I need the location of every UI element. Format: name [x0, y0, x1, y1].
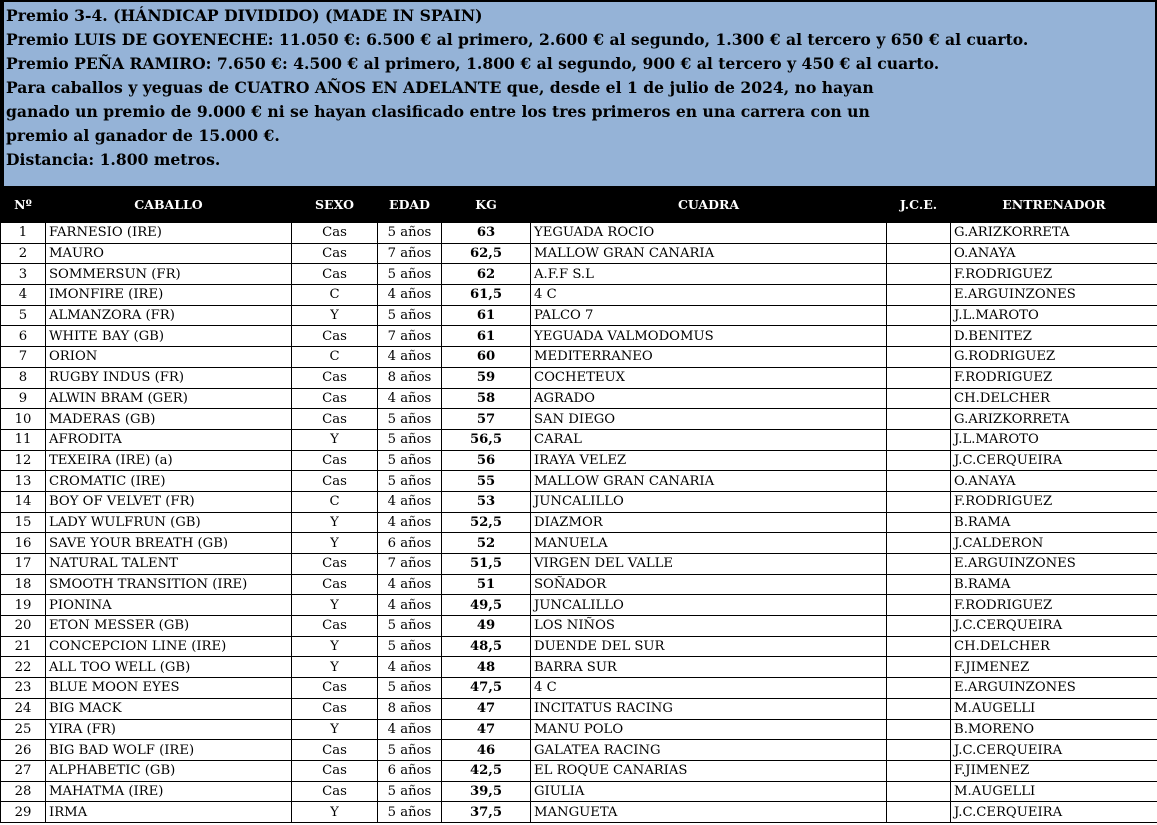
- cell-sex: Cas: [292, 698, 378, 719]
- cell-horse: BOY OF VELVET (FR): [46, 491, 292, 512]
- cell-horse: BIG BAD WOLF (IRE): [46, 740, 292, 761]
- cell-owner: MANUELA: [531, 533, 887, 554]
- cell-sex: Cas: [292, 388, 378, 409]
- cell-kg: 42,5: [442, 760, 531, 781]
- cell-jce: [887, 491, 951, 512]
- cell-age: 4 años: [378, 574, 442, 595]
- cell-trainer: B.RAMA: [951, 574, 1157, 595]
- cell-trainer: F.RODRIGUEZ: [951, 595, 1157, 616]
- cell-jce: [887, 760, 951, 781]
- cell-trainer: F.RODRIGUEZ: [951, 264, 1157, 285]
- cell-trainer: F.JIMENEZ: [951, 657, 1157, 678]
- table-row: [1, 491, 1157, 512]
- cell-jce: [887, 471, 951, 492]
- cell-kg: 37,5: [442, 802, 531, 823]
- cell-horse: PIONINA: [46, 595, 292, 616]
- cell-num: 3: [1, 264, 46, 285]
- entries-table: [0, 186, 1157, 823]
- cell-kg: 48,5: [442, 636, 531, 657]
- table-row: [1, 616, 1157, 637]
- cell-num: 20: [1, 616, 46, 637]
- cell-kg: 52: [442, 533, 531, 554]
- cell-num: 16: [1, 533, 46, 554]
- cell-trainer: F.RODRIGUEZ: [951, 491, 1157, 512]
- cell-num: 25: [1, 719, 46, 740]
- cell-sex: Cas: [292, 243, 378, 264]
- cell-kg: 51: [442, 574, 531, 595]
- cell-owner: GALATEA RACING: [531, 740, 887, 761]
- cell-horse: WHITE BAY (GB): [46, 326, 292, 347]
- cell-horse: LADY WULFRUN (GB): [46, 512, 292, 533]
- cell-sex: C: [292, 491, 378, 512]
- cell-kg: 62,5: [442, 243, 531, 264]
- cell-horse: SOMMERSUN (FR): [46, 264, 292, 285]
- table-row: [1, 678, 1157, 699]
- col-header-kg: KG: [442, 187, 531, 223]
- cell-age: 7 años: [378, 554, 442, 575]
- cell-kg: 61: [442, 326, 531, 347]
- cell-horse: ETON MESSER (GB): [46, 616, 292, 637]
- cell-sex: Cas: [292, 781, 378, 802]
- table-row: [1, 636, 1157, 657]
- cell-owner: YEGUADA ROCIO: [531, 223, 887, 244]
- cell-kg: 56,5: [442, 429, 531, 450]
- cell-jce: [887, 512, 951, 533]
- col-header-age: EDAD: [378, 187, 442, 223]
- cell-owner: BARRA SUR: [531, 657, 887, 678]
- cell-owner: AGRADO: [531, 388, 887, 409]
- cell-kg: 59: [442, 367, 531, 388]
- cell-age: 4 años: [378, 657, 442, 678]
- cell-jce: [887, 264, 951, 285]
- cell-horse: SAVE YOUR BREATH (GB): [46, 533, 292, 554]
- cell-owner: CARAL: [531, 429, 887, 450]
- cell-trainer: J.C.CERQUEIRA: [951, 450, 1157, 471]
- cell-sex: Y: [292, 657, 378, 678]
- cell-num: 27: [1, 760, 46, 781]
- cell-jce: [887, 595, 951, 616]
- cell-trainer: J.C.CERQUEIRA: [951, 740, 1157, 761]
- cell-owner: DIAZMOR: [531, 512, 887, 533]
- col-header-jce: J.C.E.: [887, 187, 951, 223]
- table-row: [1, 512, 1157, 533]
- cell-age: 5 años: [378, 636, 442, 657]
- cell-sex: Y: [292, 636, 378, 657]
- cell-jce: [887, 781, 951, 802]
- cell-trainer: D.BENITEZ: [951, 326, 1157, 347]
- cell-jce: [887, 429, 951, 450]
- cell-jce: [887, 450, 951, 471]
- cell-num: 14: [1, 491, 46, 512]
- table-row: [1, 243, 1157, 264]
- cell-age: 4 años: [378, 512, 442, 533]
- cell-kg: 63: [442, 223, 531, 244]
- table-row: [1, 740, 1157, 761]
- cell-num: 22: [1, 657, 46, 678]
- cell-owner: VIRGEN DEL VALLE: [531, 554, 887, 575]
- table-row: [1, 388, 1157, 409]
- table-row: [1, 409, 1157, 430]
- cell-num: 2: [1, 243, 46, 264]
- cell-age: 5 años: [378, 264, 442, 285]
- cell-horse: IRMA: [46, 802, 292, 823]
- cell-sex: Cas: [292, 264, 378, 285]
- race-title: Premio 3-4. (HÁNDICAP DIVIDIDO) (MADE IN SPAIN): [6, 6, 483, 25]
- cell-age: 4 años: [378, 347, 442, 368]
- cell-jce: [887, 636, 951, 657]
- table-row: [1, 305, 1157, 326]
- cell-owner: JUNCALILLO: [531, 491, 887, 512]
- cell-age: 7 años: [378, 326, 442, 347]
- cell-sex: Cas: [292, 616, 378, 637]
- cell-num: 18: [1, 574, 46, 595]
- cell-num: 21: [1, 636, 46, 657]
- cell-trainer: G.RODRIGUEZ: [951, 347, 1157, 368]
- table-row: [1, 223, 1157, 244]
- cell-kg: 51,5: [442, 554, 531, 575]
- cell-sex: C: [292, 285, 378, 306]
- table-row: [1, 533, 1157, 554]
- cell-owner: SOÑADOR: [531, 574, 887, 595]
- cell-trainer: CH.DELCHER: [951, 388, 1157, 409]
- cell-trainer: J.L.MAROTO: [951, 429, 1157, 450]
- cell-trainer: E.ARGUINZONES: [951, 678, 1157, 699]
- prize-pena-ramiro: Premio PEÑA RAMIRO: 7.650 €: 4.500 € al primero, 1.800 € al segundo, 900 € al tercero y 450 € al cuarto.: [6, 54, 940, 73]
- cell-kg: 53: [442, 491, 531, 512]
- cell-num: 28: [1, 781, 46, 802]
- cell-kg: 58: [442, 388, 531, 409]
- cell-sex: Cas: [292, 409, 378, 430]
- table-row: [1, 285, 1157, 306]
- cell-owner: IRAYA VELEZ: [531, 450, 887, 471]
- table-row: [1, 264, 1157, 285]
- cell-kg: 49: [442, 616, 531, 637]
- cell-owner: JUNCALILLO: [531, 595, 887, 616]
- cell-horse: FARNESIO (IRE): [46, 223, 292, 244]
- cell-horse: TEXEIRA (IRE) (a): [46, 450, 292, 471]
- cell-trainer: E.ARGUINZONES: [951, 554, 1157, 575]
- cell-jce: [887, 409, 951, 430]
- cell-owner: GIULIA: [531, 781, 887, 802]
- table-header-row: [1, 187, 1157, 223]
- cell-trainer: J.C.CERQUEIRA: [951, 616, 1157, 637]
- cell-horse: YIRA (FR): [46, 719, 292, 740]
- cell-owner: MALLOW GRAN CANARIA: [531, 243, 887, 264]
- table-row: [1, 347, 1157, 368]
- cell-horse: MAHATMA (IRE): [46, 781, 292, 802]
- cell-owner: DUENDE DEL SUR: [531, 636, 887, 657]
- cell-horse: AFRODITA: [46, 429, 292, 450]
- col-header-num: Nº: [1, 187, 46, 223]
- cell-age: 5 años: [378, 471, 442, 492]
- cell-jce: [887, 574, 951, 595]
- cell-horse: ALMANZORA (FR): [46, 305, 292, 326]
- cell-sex: Cas: [292, 574, 378, 595]
- cell-trainer: F.RODRIGUEZ: [951, 367, 1157, 388]
- cell-sex: Cas: [292, 450, 378, 471]
- table-row: [1, 698, 1157, 719]
- cell-jce: [887, 554, 951, 575]
- cell-sex: Y: [292, 533, 378, 554]
- cell-horse: ORION: [46, 347, 292, 368]
- table-row: [1, 719, 1157, 740]
- table-row: [1, 595, 1157, 616]
- cell-num: 11: [1, 429, 46, 450]
- cell-num: 5: [1, 305, 46, 326]
- cell-trainer: M.AUGELLI: [951, 698, 1157, 719]
- cell-trainer: J.C.CERQUEIRA: [951, 802, 1157, 823]
- cell-age: 5 años: [378, 450, 442, 471]
- cell-age: 4 años: [378, 388, 442, 409]
- cell-kg: 57: [442, 409, 531, 430]
- cell-num: 8: [1, 367, 46, 388]
- cell-jce: [887, 657, 951, 678]
- cell-jce: [887, 678, 951, 699]
- cell-horse: RUGBY INDUS (FR): [46, 367, 292, 388]
- cell-horse: MAURO: [46, 243, 292, 264]
- conditions-line-3: premio al ganador de 15.000 €.: [6, 126, 280, 145]
- cell-trainer: G.ARIZKORRETA: [951, 223, 1157, 244]
- cell-sex: Y: [292, 429, 378, 450]
- cell-jce: [887, 719, 951, 740]
- conditions-line-2: ganado un premio de 9.000 € ni se hayan clasificado entre los tres primeros en una carrera con un: [6, 102, 870, 121]
- cell-age: 4 años: [378, 719, 442, 740]
- cell-owner: MEDITERRANEO: [531, 347, 887, 368]
- cell-jce: [887, 347, 951, 368]
- cell-jce: [887, 698, 951, 719]
- cell-num: 1: [1, 223, 46, 244]
- cell-trainer: M.AUGELLI: [951, 781, 1157, 802]
- cell-horse: CROMATIC (IRE): [46, 471, 292, 492]
- table-row: [1, 471, 1157, 492]
- cell-horse: SMOOTH TRANSITION (IRE): [46, 574, 292, 595]
- cell-age: 5 años: [378, 223, 442, 244]
- cell-jce: [887, 326, 951, 347]
- cell-sex: Cas: [292, 367, 378, 388]
- cell-kg: 47,5: [442, 678, 531, 699]
- cell-sex: Cas: [292, 471, 378, 492]
- cell-num: 12: [1, 450, 46, 471]
- cell-owner: YEGUADA VALMODOMUS: [531, 326, 887, 347]
- cell-trainer: B.RAMA: [951, 512, 1157, 533]
- cell-sex: Y: [292, 512, 378, 533]
- cell-sex: Cas: [292, 678, 378, 699]
- cell-age: 5 años: [378, 678, 442, 699]
- cell-sex: Y: [292, 719, 378, 740]
- cell-age: 8 años: [378, 698, 442, 719]
- race-distance: Distancia: 1.800 metros.: [6, 150, 221, 169]
- table-row: [1, 554, 1157, 575]
- cell-owner: MALLOW GRAN CANARIA: [531, 471, 887, 492]
- cell-num: 10: [1, 409, 46, 430]
- cell-num: 23: [1, 678, 46, 699]
- cell-horse: NATURAL TALENT: [46, 554, 292, 575]
- cell-owner: PALCO 7: [531, 305, 887, 326]
- cell-jce: [887, 243, 951, 264]
- cell-age: 5 años: [378, 409, 442, 430]
- table-row: [1, 781, 1157, 802]
- cell-num: 15: [1, 512, 46, 533]
- cell-owner: COCHETEUX: [531, 367, 887, 388]
- cell-owner: MANGUETA: [531, 802, 887, 823]
- cell-age: 4 años: [378, 491, 442, 512]
- cell-trainer: J.L.MAROTO: [951, 305, 1157, 326]
- cell-age: 7 años: [378, 243, 442, 264]
- cell-sex: Cas: [292, 554, 378, 575]
- cell-kg: 52,5: [442, 512, 531, 533]
- cell-num: 13: [1, 471, 46, 492]
- cell-age: 5 años: [378, 740, 442, 761]
- table-row: [1, 574, 1157, 595]
- cell-jce: [887, 223, 951, 244]
- cell-owner: A.F.F S.L: [531, 264, 887, 285]
- cell-age: 8 años: [378, 367, 442, 388]
- cell-trainer: O.ANAYA: [951, 243, 1157, 264]
- cell-trainer: G.ARIZKORRETA: [951, 409, 1157, 430]
- cell-owner: LOS NIÑOS: [531, 616, 887, 637]
- table-row: [1, 802, 1157, 823]
- cell-sex: Cas: [292, 760, 378, 781]
- cell-age: 4 años: [378, 285, 442, 306]
- conditions-line-1: Para caballos y yeguas de CUATRO AÑOS EN ADELANTE que, desde el 1 de julio de 2024, no hayan: [6, 78, 874, 97]
- cell-sex: Y: [292, 595, 378, 616]
- cell-num: 24: [1, 698, 46, 719]
- cell-num: 19: [1, 595, 46, 616]
- cell-sex: Cas: [292, 326, 378, 347]
- cell-jce: [887, 533, 951, 554]
- cell-sex: C: [292, 347, 378, 368]
- cell-sex: Cas: [292, 223, 378, 244]
- cell-kg: 61: [442, 305, 531, 326]
- cell-jce: [887, 616, 951, 637]
- cell-age: 5 años: [378, 429, 442, 450]
- cell-num: 29: [1, 802, 46, 823]
- cell-num: 17: [1, 554, 46, 575]
- cell-age: 6 años: [378, 533, 442, 554]
- cell-owner: INCITATUS RACING: [531, 698, 887, 719]
- cell-num: 7: [1, 347, 46, 368]
- cell-trainer: CH.DELCHER: [951, 636, 1157, 657]
- table-row: [1, 657, 1157, 678]
- cell-kg: 61,5: [442, 285, 531, 306]
- cell-owner: 4 C: [531, 285, 887, 306]
- cell-age: 5 años: [378, 781, 442, 802]
- table-row: [1, 429, 1157, 450]
- cell-kg: 62: [442, 264, 531, 285]
- cell-age: 6 años: [378, 760, 442, 781]
- cell-jce: [887, 740, 951, 761]
- cell-trainer: J.CALDERON: [951, 533, 1157, 554]
- cell-jce: [887, 388, 951, 409]
- cell-num: 6: [1, 326, 46, 347]
- cell-age: 4 años: [378, 595, 442, 616]
- cell-horse: BLUE MOON EYES: [46, 678, 292, 699]
- cell-num: 4: [1, 285, 46, 306]
- cell-kg: 60: [442, 347, 531, 368]
- cell-horse: IMONFIRE (IRE): [46, 285, 292, 306]
- race-conditions-header: [0, 0, 1157, 186]
- cell-kg: 46: [442, 740, 531, 761]
- table-row: [1, 760, 1157, 781]
- col-header-sex: SEXO: [292, 187, 378, 223]
- cell-trainer: E.ARGUINZONES: [951, 285, 1157, 306]
- cell-sex: Cas: [292, 740, 378, 761]
- cell-kg: 55: [442, 471, 531, 492]
- cell-jce: [887, 802, 951, 823]
- cell-owner: SAN DIEGO: [531, 409, 887, 430]
- cell-horse: ALPHABETIC (GB): [46, 760, 292, 781]
- prize-goyeneche: Premio LUIS DE GOYENECHE: 11.050 €: 6.500 € al primero, 2.600 € al segundo, 1.300 € al tercero y 650 € al cuarto.: [6, 30, 1029, 49]
- cell-kg: 39,5: [442, 781, 531, 802]
- table-row: [1, 450, 1157, 471]
- cell-kg: 56: [442, 450, 531, 471]
- cell-horse: BIG MACK: [46, 698, 292, 719]
- cell-horse: CONCEPCION LINE (IRE): [46, 636, 292, 657]
- cell-kg: 47: [442, 719, 531, 740]
- cell-kg: 49,5: [442, 595, 531, 616]
- cell-trainer: O.ANAYA: [951, 471, 1157, 492]
- col-header-owner: CUADRA: [531, 187, 887, 223]
- cell-trainer: B.MORENO: [951, 719, 1157, 740]
- cell-horse: ALL TOO WELL (GB): [46, 657, 292, 678]
- cell-jce: [887, 305, 951, 326]
- cell-kg: 48: [442, 657, 531, 678]
- cell-jce: [887, 367, 951, 388]
- cell-age: 5 años: [378, 802, 442, 823]
- cell-sex: Y: [292, 305, 378, 326]
- col-header-horse: CABALLO: [46, 187, 292, 223]
- cell-sex: Y: [292, 802, 378, 823]
- cell-jce: [887, 285, 951, 306]
- cell-owner: 4 C: [531, 678, 887, 699]
- cell-owner: MANU POLO: [531, 719, 887, 740]
- cell-horse: MADERAS (GB): [46, 409, 292, 430]
- cell-age: 5 años: [378, 616, 442, 637]
- cell-kg: 47: [442, 698, 531, 719]
- cell-age: 5 años: [378, 305, 442, 326]
- cell-horse: ALWIN BRAM (GER): [46, 388, 292, 409]
- cell-num: 26: [1, 740, 46, 761]
- table-row: [1, 326, 1157, 347]
- table-row: [1, 367, 1157, 388]
- cell-trainer: F.JIMENEZ: [951, 760, 1157, 781]
- col-header-trainer: ENTRENADOR: [951, 187, 1157, 223]
- cell-num: 9: [1, 388, 46, 409]
- cell-owner: EL ROQUE CANARIAS: [531, 760, 887, 781]
